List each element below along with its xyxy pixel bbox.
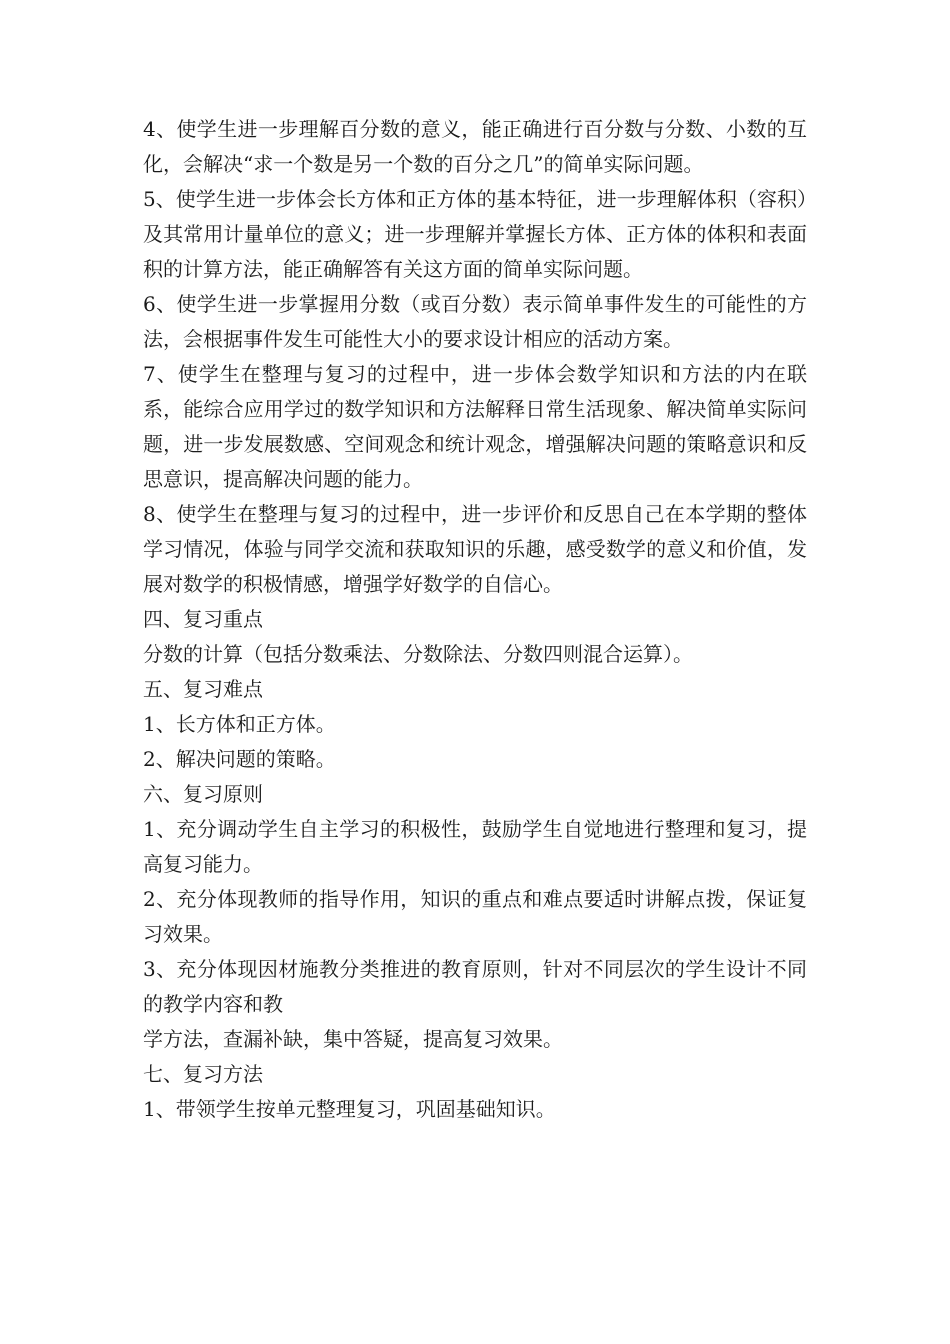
principle-item-2: 2、充分体现教师的指导作用，知识的重点和难点要适时讲解点拨，保证复习效果。 — [143, 887, 807, 946]
document-body — [143, 112, 807, 1127]
method-item-1: 1、带领学生按单元整理复习，巩固基础知识。 — [143, 1097, 556, 1121]
objective-8-paragraph: 8、使学生在整理与复习的过程中，进一步评价和反思自己在本学期的整体学习情况，体验与同学交流和获取知识的乐趣，感受数学的意义和价值，发展对数学的积极情感，增强学好数学的自信心。 — [143, 502, 807, 596]
principle-item-3: 3、充分体现因材施教分类推进的教育原则，针对不同层次的学生设计不同的教学内容和教 — [143, 957, 807, 1016]
difficulty-item-2: 2、解决问题的策略。 — [143, 747, 336, 771]
objective-6-paragraph: 6、使学生进一步掌握用分数（或百分数）表示简单事件发生的可能性的方法，会根据事件发生可能性大小的要求设计相应的活动方案。 — [143, 292, 807, 351]
section-heading-review-methods: 七、复习方法 — [143, 1062, 263, 1086]
principle-item-1: 1、充分调动学生自主学习的积极性，鼓励学生自觉地进行整理和复习，提高复习能力。 — [143, 817, 807, 876]
review-focus-text: 分数的计算（包括分数乘法、分数除法、分数四则混合运算）。 — [143, 642, 693, 666]
objective-5-paragraph: 5、使学生进一步体会长方体和正方体的基本特征，进一步理解体积（容积）及其常用计量单位的意义；进一步理解并掌握长方体、正方体的体积和表面积的计算方法，能正确解答有关这方面的简单实际问题。 — [143, 187, 807, 281]
objective-4-paragraph: 4、使学生进一步理解百分数的意义，能正确进行百分数与分数、小数的互化，会解决“求一个数是另一个数的百分之几”的简单实际问题。 — [143, 117, 807, 176]
section-heading-review-principles: 六、复习原则 — [143, 782, 263, 806]
objective-7-paragraph: 7、使学生在整理与复习的过程中，进一步体会数学知识和方法的内在联系，能综合应用学过的数学知识和方法解释日常生活现象、解决简单实际问题，进一步发展数感、空间观念和统计观念，增强解决问题的策略意识和反思意识，提高解决问题的能力。 — [143, 362, 807, 491]
principle-item-3-continued: 学方法，查漏补缺，集中答疑，提高复习效果。 — [143, 1027, 563, 1051]
section-heading-review-focus: 四、复习重点 — [143, 607, 263, 631]
section-heading-review-difficulties: 五、复习难点 — [143, 677, 263, 701]
difficulty-item-1: 1、长方体和正方体。 — [143, 712, 336, 736]
